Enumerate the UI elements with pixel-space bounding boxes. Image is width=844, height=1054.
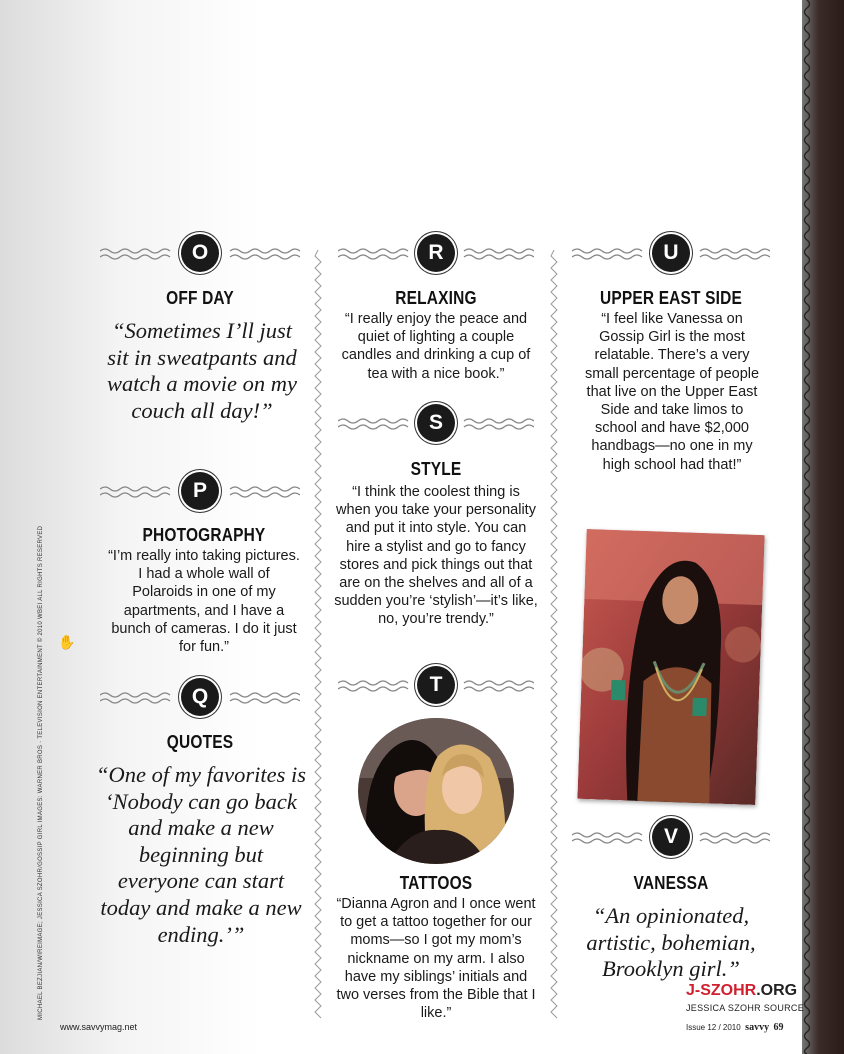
section-title-tattoos: TATTOOS: [399, 873, 473, 893]
page-zigzag-border: [800, 0, 814, 1054]
photo-jessica-dianna: [358, 718, 514, 864]
photo-credit: MICHAEL BEZJIAN/WIREIMAGE; JESSICA SZOHR/GOSSIP GIRL IMAGES: WARNER BROS · TELEVISION ENTERTAINMENT © 2010 WBEI ALL RIGHTS RESERVED: [38, 525, 44, 1020]
hand-icon: ✋: [58, 634, 76, 650]
letter-badge-u: U: [652, 234, 690, 272]
section-r-header: [338, 234, 534, 274]
footer-folio: [686, 1022, 784, 1033]
letter-badge-t: T: [417, 666, 455, 704]
section-q-header: [100, 678, 300, 718]
section-title-vanessa: VANESSA: [633, 873, 709, 893]
section-v-header: [572, 818, 770, 858]
letter-badge-r: R: [417, 234, 455, 272]
section-title-photography: PHOTOGRAPHY: [142, 525, 266, 545]
letter-badge-o: O: [181, 234, 219, 272]
section-title-quotes: QUOTES: [166, 732, 234, 752]
watermark-brand: [686, 982, 797, 1000]
section-title-style: STYLE: [410, 459, 462, 479]
watermark-tagline: JESSICA SZOHR SOURCE: [686, 1003, 805, 1013]
section-title-relaxing: RELAXING: [395, 288, 477, 308]
column-divider-left: [314, 250, 322, 1020]
section-body-relaxing: “I really enjoy the peace and quiet of lighting a couple candles and drinking a cup of tea with a nice book.”: [341, 311, 531, 382]
footer-page-number: 69: [773, 1022, 784, 1033]
section-t-header: [338, 666, 534, 706]
section-body-tattoos: “Dianna Agron and I once went to get a tattoo together for our moms—so I got my mom’s nickname on my arm. I also have my siblings’ initials and two verses from the Bible that I like.”: [336, 896, 536, 1022]
section-quote-off-day: “Sometimes I’ll just sit in sweatpants and watch a movie on my couch all day!”: [107, 318, 297, 423]
letter-badge-q: Q: [181, 678, 219, 716]
footer-magazine: savvy: [745, 1022, 770, 1033]
photo-jessica-dianna-illustration: [358, 718, 514, 864]
section-title-upper-east-side: UPPER EAST SIDE: [600, 288, 742, 308]
footer-issue: Issue 12 / 2010: [686, 1023, 741, 1032]
section-u-header: [572, 234, 770, 274]
letter-badge-v: V: [652, 818, 690, 856]
section-p-header: [100, 472, 300, 512]
footer-url: www.savvymag.net: [60, 1022, 138, 1032]
section-body-style: “I think the coolest thing is when you take your personality and put it into style. You can hire a stylist and go to fancy stores and pick things out that are on the shelves and all of a sudden you’re ‘stylish’—it’s like, no, you’re trendy.”: [334, 484, 538, 628]
column-divider-right: [550, 250, 558, 1020]
section-title-off-day: OFF DAY: [166, 288, 234, 308]
watermark-brand-red: J-SZOHR: [686, 982, 757, 999]
letter-badge-p: P: [181, 472, 219, 510]
section-body-upper-east-side: “I feel like Vanessa on Gossip Girl is the most relatable. There’s a very small percentage of people that live on the Upper East Side and take limos to school and have $2,000 handbags—no one in my high school had that!”: [584, 311, 760, 473]
photo-vanessa: [577, 529, 764, 805]
section-body-photography: “I’m really into taking pictures. I had a whole wall of Polaroids in one of my apartments, and I have a bunch of cameras. I do it just for fun.”: [108, 548, 300, 656]
section-s-header: [338, 404, 534, 444]
section-quote-vanessa: “An opinionated, artistic, bohemian, Brooklyn girl.”: [586, 903, 756, 982]
letter-badge-s: S: [417, 404, 455, 442]
photo-vanessa-illustration: [577, 529, 764, 805]
watermark-brand-org: .ORG: [756, 982, 798, 999]
section-quote-quotes: “One of my favorites is ‘Nobody can go back and make a new beginning but everyone can start today and make a new ending.’”: [96, 762, 306, 947]
section-o-header: [100, 234, 300, 274]
